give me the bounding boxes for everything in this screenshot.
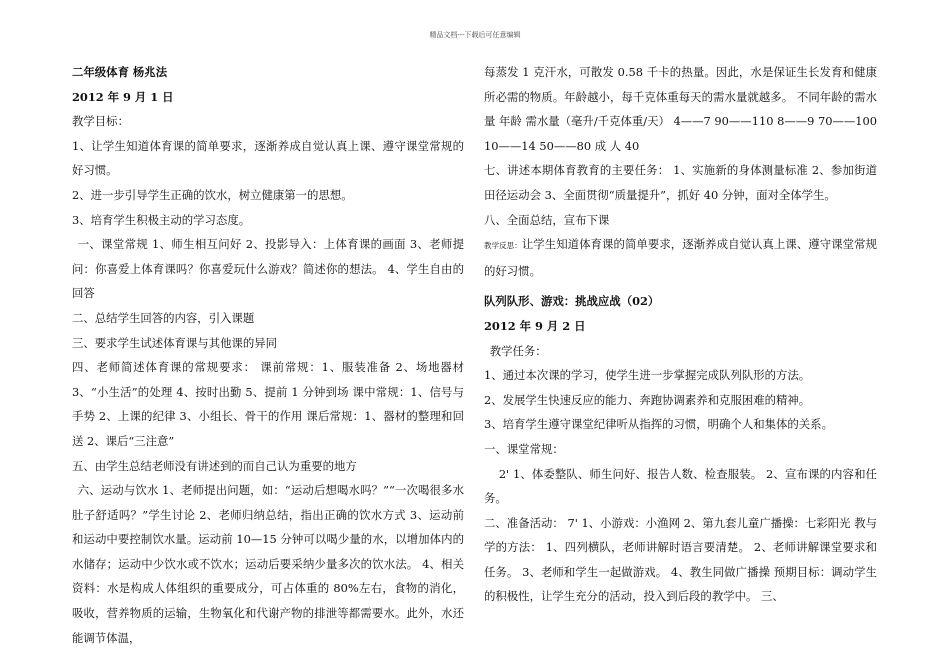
paragraph: 3、培育学生遵守课堂纪律听从指挥的习惯，明确个人和集体的关系。 xyxy=(484,417,833,432)
reflection-label: 教学反思： xyxy=(484,241,522,251)
page-header: 精品文档---下载后可任意编辑 xyxy=(429,31,521,39)
lesson2-title: 队列队形、游戏：挑战应战（02） xyxy=(484,294,660,309)
paragraph: 2、发展学生快速反应的能力、奔跑协调素养和克服困难的精神。 xyxy=(484,392,811,407)
paragraph: 2' 1、体委整队、师生问好、报告人数、检查服装。 2、宣布课的内容和任务。 xyxy=(484,466,877,506)
paragraph: 四、老师简述体育课的常规要求： 课前常规：1、服装准备 2、场地器材 3、“小生活”的处理 4、按时出勤 5、提前 1 分钟到场 课中常规：1、信号与手势 2、上课的纪律 3、小组长、骨干的作用 课后常规：1、器材的整理和回送 2、课后“三注意” xyxy=(72,360,464,448)
paragraph: 1、让学生知道体育课的简单要求，逐渐养成自觉认真上课、遵守课堂常规的好习惯。 xyxy=(72,138,464,178)
lesson2-date: 2012 年 9 月 2 日 xyxy=(484,318,586,333)
paragraph: 二、准备活动： 7' 1、小游戏：小渔网 2、第九套儿童广播操：七彩阳光 教与学的方法： 1、四列横队，老师讲解时语言要清楚。 2、老师讲解课堂要求和任务。 3、老师和学生一起做游戏。 4、教生同做广播操 预期目标：调动学生的积极性，让学生充分的活动，投入到后段的教学中。 三、 xyxy=(484,515,877,604)
paragraph: 三、要求学生试述体育课与其他课的异同 xyxy=(72,335,278,350)
paragraph: 1、通过本次课的学习，使学生进一步掌握完成队列队形的方法。 xyxy=(484,368,811,383)
paragraph: 二、总结学生回答的内容，引入课题 xyxy=(72,310,255,325)
paragraph: 一、课堂常规： xyxy=(484,441,564,456)
right-column xyxy=(484,60,877,609)
paragraph: 七、讲述本期体育教育的主要任务： 1、实施新的身体测量标准 2、参加街道田径运动会 3、全面贯彻“质量提升”，抓好 40 分钟，面对全体学生。 xyxy=(484,163,877,202)
lesson1-date: 2012 年 9 月 1 日 xyxy=(72,89,174,104)
paragraph: 八、全面总结，宣布下课 xyxy=(484,212,610,227)
paragraph: 一、课堂常规 1、师生相互问好 2、投影导入：上体育课的画面 3、老师提问：你喜爱上体育课吗？你喜爱玩什么游戏？简述你的想法。 4、学生自由的回答 xyxy=(72,237,464,301)
reflection xyxy=(484,232,877,283)
paragraph: 六、运动与饮水 1、老师提出问题，如：“运动后想喝水吗？”“一次喝很多水肚子舒适吗？”学生讨论 2、老师归纳总结，指出正确的饮水方式 3、运动前和运动中要控制饮水量。运动前 10—15 分钟可以喝少量的水，以增加体内的水储存；运动中少饮水或不饮水；运动后要采纳少量多次的饮水法。 4、相关资料：水是构成人体组织的重要成分，可占体重的 80%左右，食物的消化，吸收，营养物质的运输，生物氧化和代谢产物的排泄等都需要水。此外，水还能调节体温， xyxy=(72,483,464,645)
lesson1-title: 二年级体育 杨兆法 xyxy=(72,65,168,79)
paragraph: 每蒸发 1 克汗水，可散发 0.58 千卡的热量。因此，水是保证生长发育和健康所必需的物质。年龄越小，每千克体重每天的需水量就越多。 不同年龄的需水量 年龄 需水量（毫升/千克体重/天） 4——7 90——110 8——9 70——100 10——14 50——80 成 人 40 xyxy=(484,65,877,153)
paragraph: 教学目标： xyxy=(72,114,129,129)
paragraph: 2、进一步引导学生正确的饮水，树立健康第一的思想。 xyxy=(72,187,353,202)
paragraph: 3、培育学生积极主动的学习态度。 xyxy=(72,212,251,227)
reflection-text: 让学生知道体育课的简单要求，逐渐养成自觉认真上课、遵守课堂常规的好习惯。 xyxy=(484,237,877,278)
left-column xyxy=(72,60,464,650)
task-label: 教学任务： xyxy=(489,343,547,358)
paragraph: 五、由学生总结老师没有讲述到的而自己认为重要的地方 xyxy=(72,458,357,473)
